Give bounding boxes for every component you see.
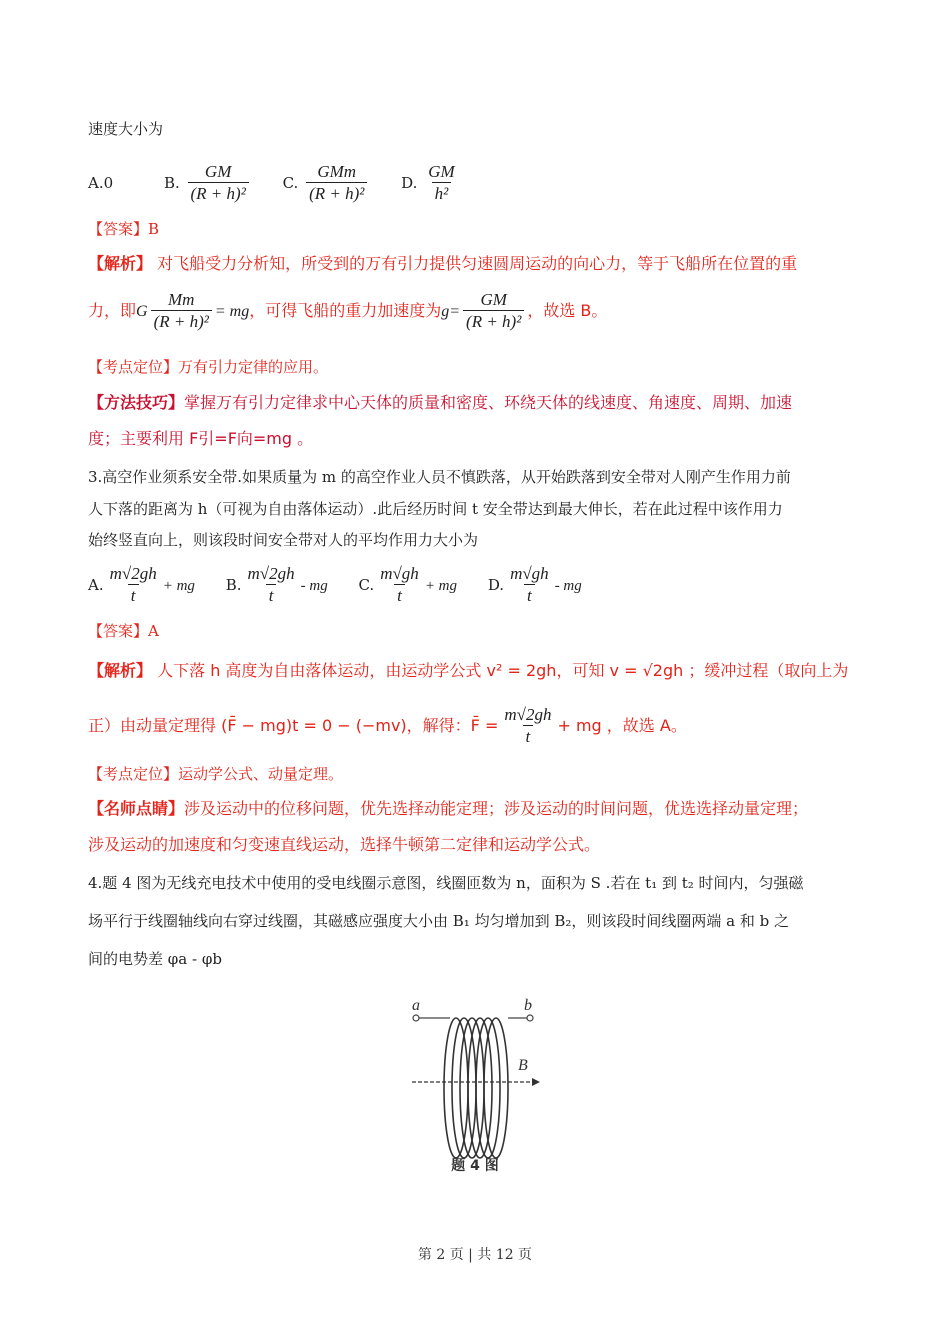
q4-stem-line3: 间的电势差 φa - φb <box>88 950 222 968</box>
q3-analysis-line1: 【解析】 人下落 h 高度为自由落体运动，由运动学公式 v² = 2gh，可知 v = √2gh ；缓冲过程（取向上为 <box>88 661 849 680</box>
q4-stem-line1: 4.题 4 图为无线充电技术中使用的受电线圈示意图，线圈匝数为 n，面积为 S .若在 t₁ 到 t₂ 时间内，匀强磁 <box>88 874 804 892</box>
coil-figure <box>400 988 550 1178</box>
q2-analysis-fraction-2: $\frac{GM}{\text{(R + h)²}}$ <box>463 290 524 333</box>
q2-option-d: D. $\frac{GM}{\text{h²}}$ <box>401 161 461 206</box>
q3-option-a-fraction: $\frac{m√2gh}{t}$ <box>109 564 157 605</box>
q2-method-line2: 度；主要利用 F引=F向=mg 。 <box>88 429 314 448</box>
q3-tips-line1: 【名师点睛】涉及运动中的位移问题，优先选择动能定理；涉及运动的时间问题，优选选择动量定理； <box>88 799 809 818</box>
page-footer: 第 2 页 | 共 12 页 <box>417 1247 533 1263</box>
q3-answer: 【答案】A <box>88 622 159 640</box>
q3-analysis-fraction: $\frac{m√2gh}{t}$ <box>504 705 552 746</box>
q2-analysis-line1: 【解析】 对飞船受力分析知，所受到的万有引力提供匀速圆周运动的向心力，等于飞船所在位置的重 <box>88 254 798 273</box>
q2-stem-tail: 速度大小为 <box>88 120 164 138</box>
q3-stem-line1: 3.高空作业须系安全带.如果质量为 m 的高空作业人员不慎跌落，从开始跌落到安全带对人刚产生作用力前 <box>88 468 791 486</box>
svg-text:B: B <box>518 1057 528 1074</box>
q2-analysis-line2: 力，即G $\frac{Mm}{\text{(R + h)²}}$ = mg，可得飞船的重力加速度为g= $\frac{GM}{\text{(R + h)²}}$ ，故选 B。 <box>88 290 608 331</box>
q3-option-d: D. $\frac{m√gh}{t}$ - mg <box>487 564 582 605</box>
svg-text:题 4 图: 题 4 图 <box>451 1158 499 1174</box>
q3-kaodian: 【考点定位】运动学公式、动量定理。 <box>88 765 344 783</box>
q3-analysis-line2: 正）由动量定理得 (F̄ − mg)t = 0 − (−mv)，解得：F̄ = $\frac{m√2gh}{t}$ + mg ，故选 A。 <box>88 705 687 746</box>
q2-option-b-fraction: $\frac{GM}{\text{(R + h)²}}$ <box>188 162 249 205</box>
q2-options <box>88 160 487 205</box>
coil-diagram-icon <box>400 988 550 1178</box>
q2-option-c-fraction: $\frac{\text{GMm}}{\text{(R + h)²}}$ <box>306 162 367 205</box>
svg-text:a: a <box>412 997 420 1014</box>
q3-stem-line2: 人下落的距离为 h（可视为自由落体运动）.此后经历时间 t 安全带达到最大伸长，若在此过程中该作用力 <box>88 500 783 518</box>
q2-option-d-fraction: $\frac{GM}{\text{h²}}$ <box>428 162 455 204</box>
q3-option-a: A. $\frac{m√2gh}{t}$ + mg <box>88 564 195 605</box>
q2-answer: 【答案】B <box>88 220 160 238</box>
q3-options <box>88 560 608 610</box>
q3-tips-line2: 涉及运动的加速度和匀变速直线运动，选择牛顿第二定律和运动学公式。 <box>88 835 601 854</box>
q2-method-line1: 【方法技巧】掌握万有引力定律求中心天体的质量和密度、环绕天体的线速度、角速度、周期、加速 <box>88 393 793 412</box>
q3-option-b-fraction: $\frac{m√2gh}{t}$ <box>247 564 295 605</box>
q2-kaodian: 【考点定位】万有引力定律的应用。 <box>88 358 329 376</box>
q3-option-c: C. $\frac{m√gh}{t}$ + mg <box>358 564 458 605</box>
q4-stem-line2: 场平行于线圈轴线向右穿过线圈，其磁感应强度大小由 B₁ 均匀增加到 B₂，则该段时间线圈两端 a 和 b 之 <box>88 912 789 930</box>
svg-text:b: b <box>524 997 532 1014</box>
q2-option-b: B. $\frac{GM}{\text{(R + h)²}}$ <box>164 161 252 206</box>
q2-analysis-fraction-1: $\frac{Mm}{\text{(R + h)²}}$ <box>151 290 212 333</box>
q3-stem-line3: 始终竖直向上，则该段时间安全带对人的平均作用力大小为 <box>88 531 479 549</box>
q3-option-d-fraction: $\frac{m√gh}{t}$ <box>510 564 549 605</box>
q3-option-c-fraction: $\frac{m√gh}{t}$ <box>380 564 419 605</box>
q2-option-c: C. $\frac{\text{GMm}}{\text{(R + h)²}}$ <box>283 161 371 206</box>
q2-option-a: A.0 <box>88 174 114 192</box>
q3-option-b: B. $\frac{m√2gh}{t}$ - mg <box>225 564 328 605</box>
